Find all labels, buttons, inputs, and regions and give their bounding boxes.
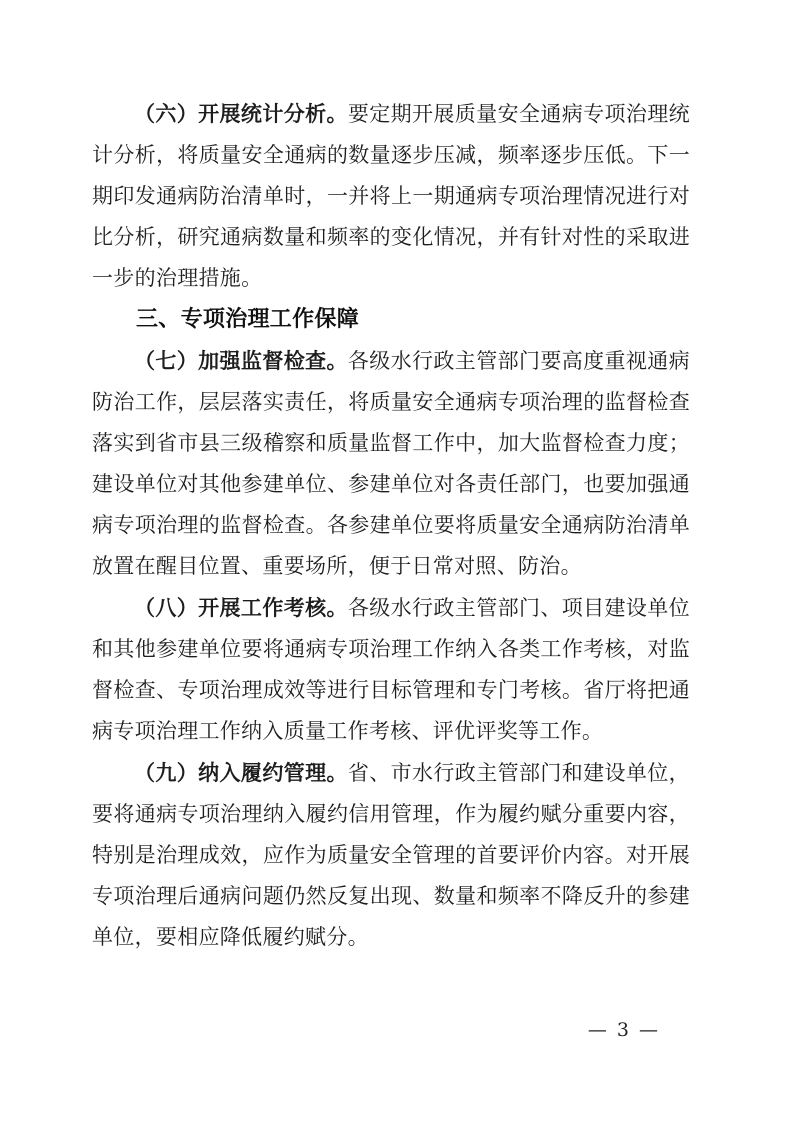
paragraph-7-lead: （七）加强监督检查。 xyxy=(134,348,348,373)
paragraph-8-lead: （八）开展工作考核。 xyxy=(134,595,348,620)
document-body xyxy=(92,93,690,958)
paragraph-6-text: 要定期开展质量安全通病专项治理统计分析，将质量安全通病的数量逐步压减，频率逐步压低。下一期印发通病防治清单时，一并将上一期通病专项治理情况进行对比分析，研究通病数量和频率的变化情况，并有针对性的采取进一步的治理措施。 xyxy=(92,102,690,290)
page-number: — 3 — xyxy=(587,1019,660,1041)
paragraph-item-9 xyxy=(92,752,690,958)
paragraph-item-6 xyxy=(92,93,690,299)
section-heading-3: 三、专项治理工作保障 xyxy=(136,306,360,332)
paragraph-9-text: 省、市水行政主管部门和建设单位，要将通病专项治理纳入履约信用管理，作为履约赋分重要内容，特别是治理成效，应作为质量安全管理的首要评价内容。对开展专项治理后通病问题仍然反复出现、数量和频率不降反升的参建单位，要相应降低履约赋分。 xyxy=(92,761,690,949)
paragraph-item-8 xyxy=(92,587,690,752)
paragraph-6-lead: （六）开展统计分析。 xyxy=(134,101,348,126)
paragraph-8-text: 各级水行政主管部门、项目建设单位和其他参建单位要将通病专项治理工作纳入各类工作考核，对监督检查、专项治理成效等进行目标管理和专门考核。省厅将把通病专项治理工作纳入质量工作考核、评优评奖等工作。 xyxy=(92,596,690,743)
paragraph-item-7 xyxy=(92,340,690,587)
paragraph-7-text: 各级水行政主管部门要高度重视通病防治工作，层层落实责任，将质量安全通病专项治理的监督检查落实到省市县三级稽察和质量监督工作中，加大监督检查力度；建设单位对其他参建单位、参建单位对各责任部门，也要加强通病专项治理的监督检查。各参建单位要将质量安全通病防治清单放置在醒目位置、重要场所，便于日常对照、防治。 xyxy=(92,349,690,578)
paragraph-9-lead: （九）纳入履约管理。 xyxy=(134,760,348,785)
